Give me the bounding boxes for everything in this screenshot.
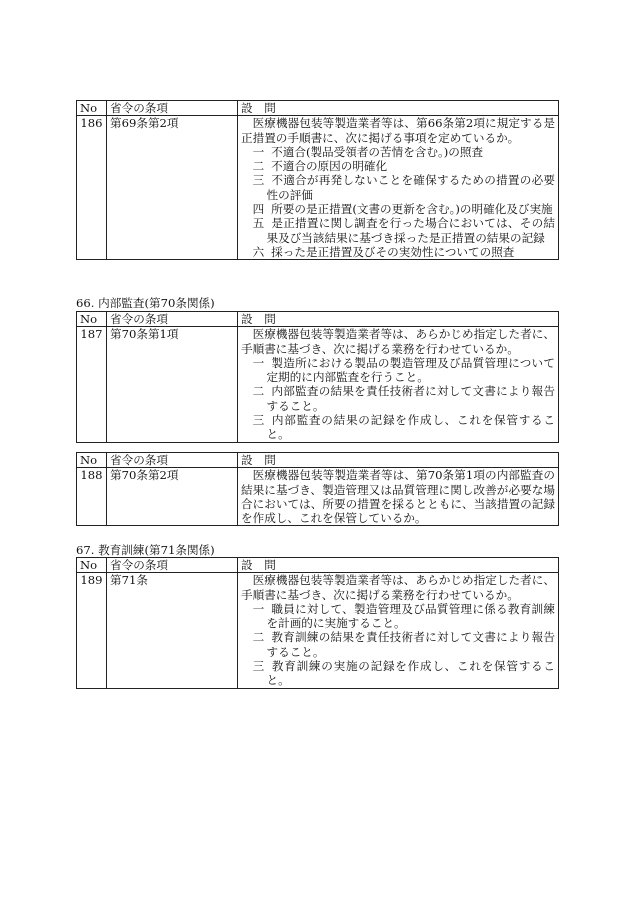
- section-heading-66: 66. 内部監査(第70条関係): [76, 296, 215, 310]
- header-no: No: [77, 558, 107, 573]
- header-article: 省令の条項: [107, 558, 238, 573]
- item-number: 一: [252, 144, 265, 159]
- row-question: [238, 573, 559, 688]
- list-item: [241, 159, 555, 173]
- list-item: [241, 145, 555, 159]
- item-number: 三: [252, 659, 265, 674]
- list-item: [241, 413, 555, 442]
- list-item: [241, 602, 555, 631]
- header-question: 設 問: [238, 101, 559, 116]
- list-item: [241, 384, 555, 413]
- header-article: 省令の条項: [107, 453, 238, 468]
- header-article: 省令の条項: [107, 312, 238, 327]
- item-text: 採った是正措置及びその実効性についての照査: [271, 244, 515, 259]
- table-187: [76, 311, 558, 443]
- item-number: 五: [252, 216, 265, 231]
- row-question: [238, 327, 559, 442]
- question-table: [76, 100, 559, 260]
- section-heading-67: 67. 教育訓練(第71条関係): [76, 543, 215, 557]
- header-no: No: [77, 312, 107, 327]
- table-188: [76, 452, 558, 526]
- list-item: [241, 245, 555, 259]
- item-number: 一: [252, 355, 265, 370]
- item-number: 一: [252, 601, 265, 616]
- question-table: [76, 452, 559, 526]
- row-article: 第71条: [107, 573, 238, 688]
- header-question: 設 問: [238, 453, 559, 468]
- item-text: 是正措置に関し調査を行った場合においては、その結果及び当該結果に基づき採った是正措置の結果の記録: [266, 216, 555, 245]
- item-text: 所要の是正措置(文書の更新を含む。)の明確化及び実施: [271, 202, 553, 217]
- table-row: [77, 573, 559, 688]
- item-number: 四: [252, 202, 265, 217]
- header-row: [77, 558, 559, 573]
- item-text: 不適合(製品受領者の苦情を含む。)の照査: [271, 144, 484, 159]
- question-table: [76, 557, 559, 689]
- question-lead: 医療機器包装等製造業者等は、あらかじめ指定した者に、手順書に基づき、次に掲げる業務を行わせているか。: [241, 327, 555, 356]
- header-article: 省令の条項: [107, 101, 238, 116]
- header-question: 設 問: [238, 312, 559, 327]
- row-question: [238, 116, 559, 260]
- item-number: 三: [252, 413, 265, 428]
- list-item: [241, 173, 555, 202]
- row-no: 189: [77, 573, 107, 688]
- row-article: 第70条第1項: [107, 327, 238, 442]
- row-no: 187: [77, 327, 107, 442]
- table-186: [76, 100, 558, 260]
- item-number: 六: [252, 244, 265, 259]
- item-text: 職員に対して、製造管理及び品質管理に係る教育訓練を計画的に実施すること。: [266, 601, 555, 631]
- item-text: 製造所における製品の製造管理及び品質管理について定期的に内部監査を行うこと。: [266, 355, 555, 385]
- row-no: 186: [77, 116, 107, 260]
- item-number: 二: [252, 159, 265, 174]
- header-no: No: [77, 453, 107, 468]
- item-text: 内部監査の結果を責任技術者に対して文書により報告すること。: [266, 384, 555, 413]
- table-189: [76, 557, 558, 689]
- row-article: 第70条第2項: [107, 468, 238, 526]
- item-text: 教育訓練の実施の記録を作成し、これを保管すること。: [266, 659, 555, 688]
- list-item: [241, 202, 555, 216]
- header-row: [77, 312, 559, 327]
- header-no: No: [77, 101, 107, 116]
- row-question: [238, 468, 559, 526]
- item-text: 不適合が再発しないことを確保するための措置の必要性の評価: [266, 173, 555, 202]
- header-row: [77, 101, 559, 116]
- list-item: [241, 356, 555, 385]
- item-text: 内部監査の結果の記録を作成し、これを保管すること。: [266, 413, 555, 442]
- list-item: [241, 659, 555, 688]
- question-lead: 医療機器包装等製造業者等は、第70条第1項の内部監査の結果に基づき、製造管理又は品質管理に関し改善が必要な場合においては、所要の措置を採るとともに、当該措置の記録を作成し、これを保管しているか。: [241, 468, 555, 526]
- list-item: [241, 216, 555, 245]
- table-row: [77, 327, 559, 442]
- question-table: [76, 311, 559, 443]
- header-row: [77, 453, 559, 468]
- question-lead: 医療機器包装等製造業者等は、第66条第2項に規定する是正措置の手順書に、次に掲げる事項を定めているか。: [241, 116, 555, 145]
- question-lead: 医療機器包装等製造業者等は、あらかじめ指定した者に、手順書に基づき、次に掲げる業務を行わせているか。: [241, 573, 555, 602]
- item-number: 二: [252, 384, 265, 399]
- row-article: 第69条第2項: [107, 116, 238, 260]
- table-row: [77, 116, 559, 260]
- item-number: 二: [252, 630, 265, 645]
- list-item: [241, 630, 555, 659]
- header-question: 設 問: [238, 558, 559, 573]
- item-text: 教育訓練の結果を責任技術者に対して文書により報告すること。: [266, 630, 555, 659]
- item-text: 不適合の原因の明確化: [271, 159, 388, 174]
- row-no: 188: [77, 468, 107, 526]
- item-number: 三: [252, 173, 265, 188]
- table-row: [77, 468, 559, 526]
